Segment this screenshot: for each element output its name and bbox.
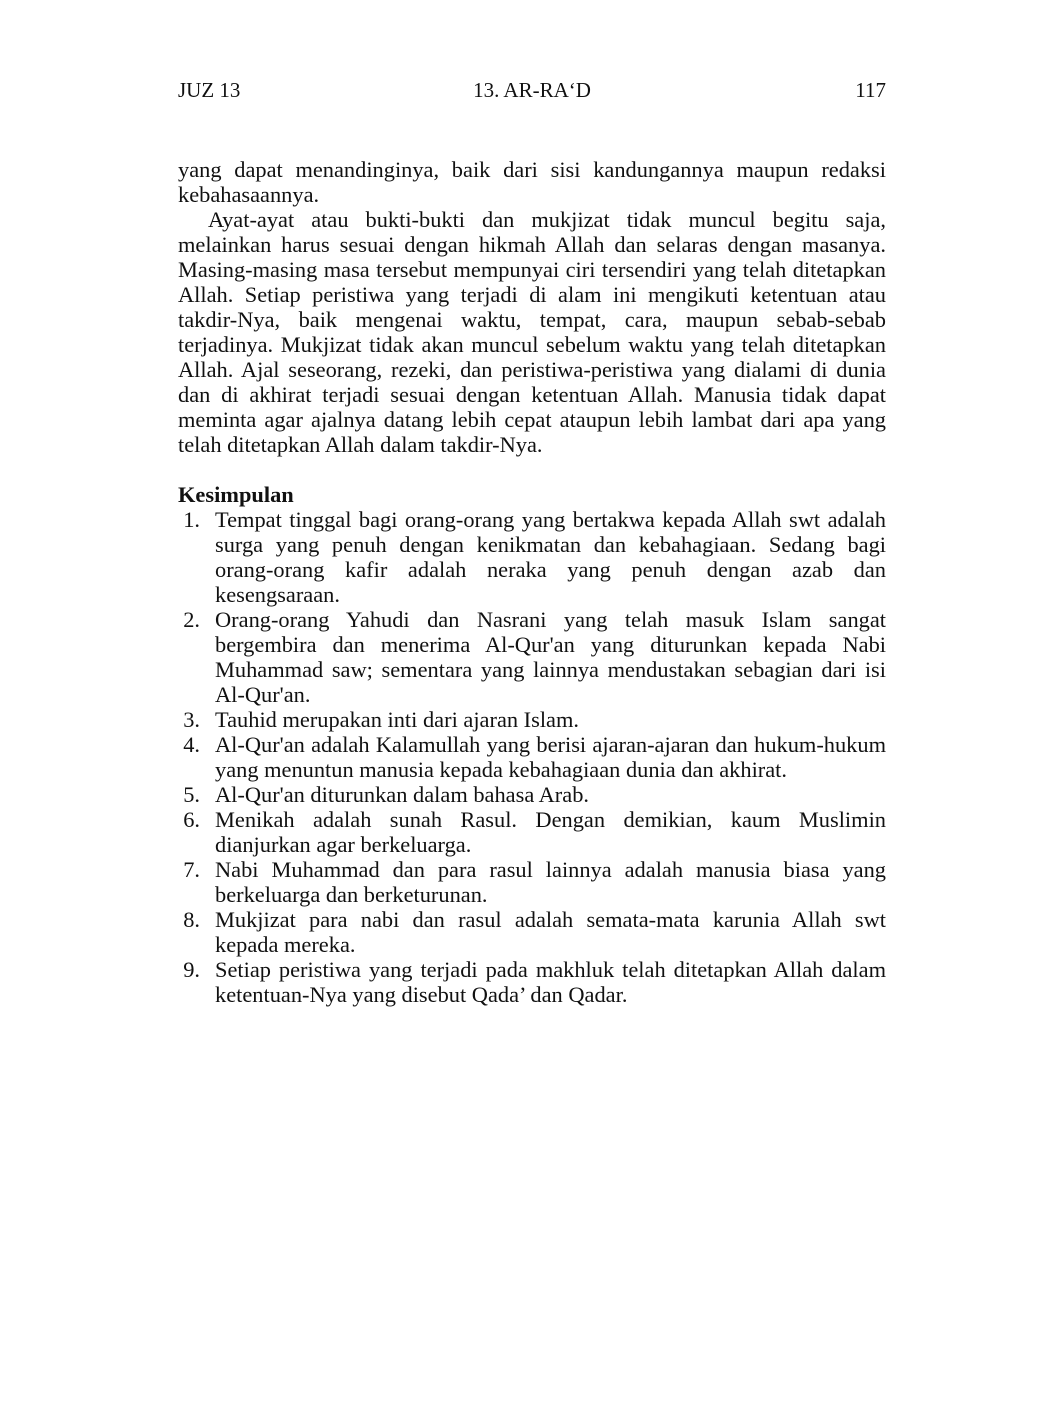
list-item [178,732,886,782]
list-item [178,507,886,607]
list-item-text: Setiap peristiwa yang terjadi pada makhluk telah ditetapkan Allah dalam ketentuan-Nya yang disebut Qada’ dan Qadar. [215,957,886,1007]
list-item-number: 5. [183,782,200,807]
list-item-text: Menikah adalah sunah Rasul. Dengan demikian, kaum Muslimin dianjurkan agar berkeluarga. [215,807,886,857]
list-item-text: Nabi Muhammad dan para rasul lainnya adalah manusia biasa yang berkeluarga dan berketurunan. [215,857,886,907]
paragraph-main: Ayat-ayat atau bukti-bukti dan mukjizat tidak muncul begitu saja, melainkan harus sesuai dengan hikmah Allah dan selaras dengan masanya. Masing-masing masa tersebut mempunyai ciri tersendiri yang telah ditetapkan Allah. Setiap peristiwa yang terjadi di alam ini mengikuti ketentuan atau takdir-Nya, baik mengenai waktu, tempat, cara, maupun sebab-sebab terjadinya. Mukjizat tidak akan muncul sebelum waktu yang telah ditetapkan Allah. Ajal seseorang, rezeki, dan peristiwa-peristiwa yang dialami di dunia dan di akhirat terjadi sesuai dengan ketentuan Allah. Manusia tidak dapat meminta agar ajalnya datang lebih cepat ataupun lebih lambat dari apa yang telah ditetapkan Allah dalam takdir-Nya. [178,207,886,457]
list-item-number: 3. [183,707,200,732]
list-item [178,782,886,807]
list-item-text: Tempat tinggal bagi orang-orang yang bertakwa kepada Allah swt adalah surga yang penuh dengan kenikmatan dan kebahagiaan. Sedang bagi orang-orang kafir adalah neraka yang penuh dengan azab dan kesengsaraan. [215,507,886,607]
list-item [178,607,886,707]
page-number: 117 [855,78,886,102]
juz-label: JUZ 13 [178,78,241,102]
conclusion-heading: Kesimpulan [178,482,294,507]
list-item [178,907,886,957]
list-item-number: 2. [183,607,200,632]
list-item-number: 6. [183,807,200,832]
list-item-number: 9. [183,957,200,982]
list-item [178,707,886,732]
list-item-text: Al-Qur'an adalah Kalamullah yang berisi ajaran-ajaran dan hukum-hukum yang menuntun manusia kepada kebahagiaan dunia dan akhirat. [215,732,886,782]
running-header [178,76,886,104]
list-item-text: Al-Qur'an diturunkan dalam bahasa Arab. [215,782,589,807]
list-item [178,807,886,857]
list-item-text: Mukjizat para nabi dan rasul adalah semata-mata karunia Allah swt kepada mereka. [215,907,886,957]
main-content [178,157,886,1007]
list-item-number: 1. [183,507,200,532]
list-item-number: 7. [183,857,200,882]
conclusion-list [178,507,886,1007]
list-item-number: 4. [183,732,200,757]
list-item-number: 8. [183,907,200,932]
list-item [178,957,886,1007]
list-item-text: Tauhid merupakan inti dari ajaran Islam. [215,707,580,732]
list-item-text: Orang-orang Yahudi dan Nasrani yang telah masuk Islam sangat bergembira dan menerima Al-Qur'an yang diturunkan kepada Nabi Muhammad saw; sementara yang lainnya mendustakan sebagian dari isi Al-Qur'an. [215,607,886,707]
surah-title: 13. AR-RA‘D [473,78,591,102]
list-item [178,857,886,907]
paragraph-continuation: yang dapat menandinginya, baik dari sisi kandungannya maupun redaksi kebahasaannya. [178,157,886,207]
